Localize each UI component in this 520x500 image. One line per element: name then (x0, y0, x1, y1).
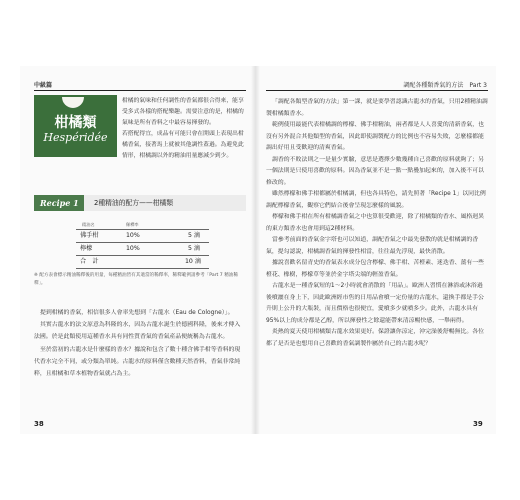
drop-count: 5 滴 (188, 245, 201, 252)
table-header-rate: 稀釋率 (126, 222, 139, 227)
table-row (76, 230, 209, 242)
recipe-title: 2種精油的配方——柑橘類 (94, 199, 174, 207)
table-total-row (76, 256, 209, 268)
book-gutter (251, 66, 260, 434)
category-banner (34, 95, 117, 157)
paragraph: 其實古龍水的法文原意為科隆的水，因為古龍水誕生於德國科隆，後來才傳入法國。於是此類使用這種香水具有同性質香氣的香氣產品便統稱為古龍水。 (34, 322, 241, 341)
left-header-rule (34, 90, 246, 91)
dilution-rate: 10% (126, 232, 140, 239)
paragraph: 範例使用最能代表柑橘調的檸檬、佛手柑精油，兩者都是人人喜愛的清新香氣，也沒有另外混合其他類型的香氣，因此即使調製配方的比例也不容易失敗，怎麼樣都能調出好用且受歡迎的清爽香氣。 (266, 122, 485, 151)
right-header-rule (266, 90, 488, 91)
paragraph: 提到柑橘的香氣，相信很多人會率先想到「古龍水（Eau de Cologne）」。 (40, 310, 234, 316)
recipe-heading (34, 195, 246, 211)
paragraph: 雖然檸檬和佛手柑都屬於柑橘調，但也各具特色，請先照著「Recipe 1」以同比例調配檸檬香氣，觀察它們結合後會呈現怎麼樣的風貌。 (266, 191, 486, 209)
intro-paragraph: 若搭配得宜，成品有可能只會在開頭上表現出柑橘香氣，接著馬上就被其他調性蓋過。為避免此情形，柑橘調以外的精油用量應減少到少。 (122, 131, 244, 160)
paragraph: 據說喜歡名留青史的香氣表水成分包含檸檬、佛手柑、苦橙素、迷迭香、薑有一些橙花、橡樹，檸檬草等並於金字塔尖端的輕盈香氣。 (266, 260, 485, 278)
total-drops: 10 滴 (185, 258, 202, 265)
table-row (76, 243, 209, 255)
intro-paragraph: 柑橘的氣味和任何調性的香氣都很合得來，能享受多式各樣的搭配樂趣。需要注意的是，柑橘的氣味是所有香料之中最容易揮發的。 (122, 98, 244, 127)
right-page-number: 39 (473, 420, 483, 428)
paragraph: 至於當初的古龍水是什麼樣的香水？據說和包含了數十種含佛手柑等香料的現代香水完全不同，或分類為單純。古龍水的原料僅含數種天然香料，香氣非常純粹，且柑橘和草本植物香氣就占為主。 (34, 346, 241, 378)
total-label: 合 計 (80, 258, 99, 265)
intro-text (122, 96, 248, 163)
paragraph: 古龍水是一種香氣短的1～2小時就會消散的「用品」。歐洲人習慣在淋浴或沐浴過後噴灑在身上下，因此歐洲經市售的日用品會噴一定份量的古龍水，還換手都是手公升則上公升的大瓶裝，而且價格也很便宜，愛噴多少就噴多少。此外，古龍水具有95%以上的成分都是乙醇，所以揮發性之餘還能帶來清涼暢快感，一舉兩得。 (266, 283, 484, 324)
drop-count: 5 滴 (188, 232, 201, 239)
right-running-header: 調配各種類香氣的方法 Part 3 (403, 82, 487, 89)
paragraph: 「調配各類型香氣的方法」第一課，就是要學習認識古龍水的香氣，只用2種精油調製柑橘類香水。 (266, 99, 488, 117)
dilution-rate: 10% (126, 245, 140, 252)
citrus-slice-icon (62, 97, 84, 108)
recipe-tag: Recipe 1 (34, 195, 84, 211)
table-rule (76, 268, 209, 269)
paragraph: 當參考前面的香氣金字塔也可以知道，調配香氣之中最先發散的就是柑橘調的香氣，提勾認說，柑橘調香氣的揮發性相當，往往最先浮現，最快消散。 (266, 237, 479, 255)
category-latin-name: Hespéridée (43, 131, 108, 144)
oil-name: 佛手柑 (80, 232, 99, 239)
paragraph: 檸檬和佛手柑在所有柑橘調香氣之中也算很受歡迎，除了柑橘類的香水、風格迥異的東方類香水也會用到這2種材料。 (266, 214, 485, 232)
paragraph: 調香的不敗法則之一是量少實驗，意思是選擇少數幾種自己喜歡的原料就夠了；另一個法則是只使用喜歡的原料。因為香氣並不是一點一點疊加起來的，加入後不可以修改的。 (266, 156, 485, 186)
oil-name: 檸檬 (80, 245, 93, 252)
left-page-number: 38 (34, 420, 44, 428)
left-body-text (34, 307, 246, 380)
left-running-header: 中級篇 (34, 82, 53, 89)
right-body-text (266, 97, 488, 350)
paragraph: 炎熱的夏天使用柑橘類古龍水效果更好。保證讓你涼定，沖完澡後舒暢無比。各位都了是否是也想用自己喜歡的香氣調製作屬於自己的古龍水呢？ (266, 329, 485, 347)
category-title: 柑橘類 (54, 115, 97, 131)
table-header-name: 精油名 (82, 222, 95, 227)
recipe-note: ※ 配方表會標示精油稀釋後的用量，每種精油皆有其適當的稀釋率，稀釋範例請參考「Part 7 精油稀釋」。 (34, 273, 238, 286)
